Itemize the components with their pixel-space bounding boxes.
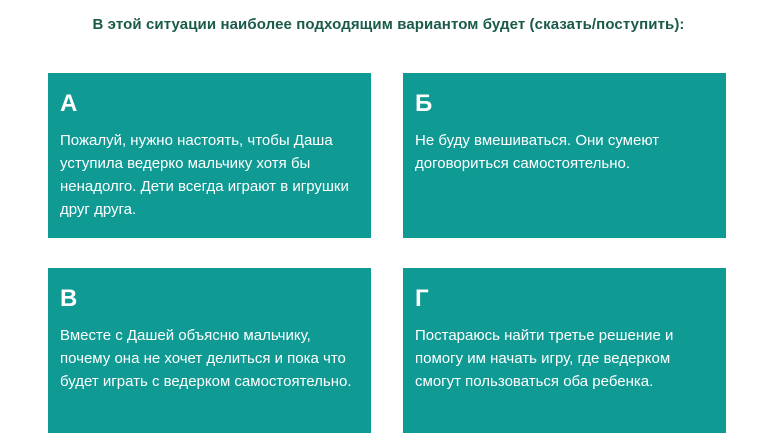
answer-option-b[interactable] <box>403 73 726 238</box>
answer-option-a[interactable] <box>48 73 371 238</box>
answer-option-d[interactable] <box>403 268 726 433</box>
option-text: Пожалуй, нужно настоять, чтобы Даша уступила ведерко мальчику хотя бы ненадолго. Дети всегда играют в игрушки друг друга. <box>60 132 349 218</box>
option-letter: А <box>60 90 78 117</box>
question-title: В этой ситуации наиболее подходящим вариантом будет (сказать/поступить): <box>92 16 685 33</box>
option-text: Вместе с Дашей объясню мальчику, почему она не хочет делиться и пока что будет играть с ведерком самостоятельно. <box>60 327 352 390</box>
option-letter: Г <box>415 285 429 312</box>
option-text: Не буду вмешиваться. Они сумеют договориться самостоятельно. <box>415 132 660 172</box>
option-text: Постараюсь найти третье решение и помогу им начать игру, где ведерком смогут пользоваться оба ребенка. <box>415 327 674 390</box>
answer-option-c[interactable] <box>48 268 371 433</box>
option-letter: Б <box>415 90 433 117</box>
option-letter: В <box>60 285 78 312</box>
